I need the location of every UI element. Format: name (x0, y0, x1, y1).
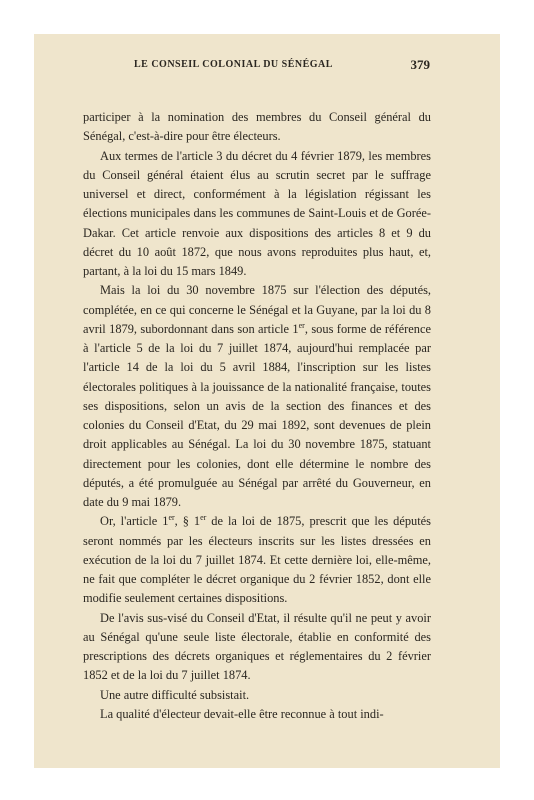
paragraph-4 (83, 512, 431, 608)
paragraph-6: Une autre difficulté subsistait. (100, 687, 250, 702)
body-text (83, 108, 431, 724)
paragraph-2: Aux termes de l'article 3 du décret du 4 février 1879, les membres du Conseil général étaient élus au scrutin secret par le suffrage universel et direct, conformément à la législation régissant les élections municipales dans les communes de Saint-Louis et de Gorée-Dakar. Cet article renvoie aux dispositions des articles 8 et 9 du décret du 10 août 1872, que nous avons reproduites plus haut, et, partant, à la loi du 15 mars 1849. (83, 148, 431, 278)
ordinal-superscript: er (298, 320, 305, 330)
paragraph-4-part-2: , § 1 (174, 514, 201, 529)
paragraph-3-part-2: , sous forme de référence à l'article 5 de la loi du 7 juillet 1874, aujourd'hui remplacée par l'article 14 de la loi du 5 avril 1884, l'inscription sur les listes électorales politiques à la jouissance de la nationalité française, toutes ses dispositions, selon un avis de la section des finances et des colonies du Conseil d'Etat, du 29 mai 1892, sont devenues de plein droit applicables au Sénégal. La loi du 30 novembre 1875, statuant directement pour les colonies, dont elle détermine le nombre des députés, a été promulguée au Sénégal par arrêté du Gouverneur, en date du 9 mai 1879. (83, 321, 431, 509)
running-title: LE CONSEIL COLONIAL DU SÉNÉGAL (134, 59, 333, 70)
running-header (50, 56, 430, 74)
paragraph-3-part-1: Mais la loi du 30 novembre 1875 sur l'élection des députés, complétée, en ce qui concerne le Sénégal et la Guyane, par la loi du 8 avril 1879, subordonnant dans son article 1 (83, 283, 431, 336)
ordinal-superscript: er (200, 513, 207, 523)
paragraph-1: participer à la nomination des membres du Conseil général du Sénégal, c'est-à-dire pour être électeurs. (83, 110, 431, 144)
ordinal-superscript: er (168, 513, 175, 523)
paragraph-4-part-3: de la loi de 1875, prescrit que les députés seront nommés par les électeurs inscrits sur les listes dressées en exécution de la loi du 7 juillet 1874. Et cette dernière loi, elle-même, ne fait que compléter le décret organique du 2 février 1852, dont elle modifie seulement certaines dispositions. (83, 514, 432, 606)
page-number: 379 (410, 57, 430, 72)
paragraph-4-part-1: Or, l'article 1 (100, 514, 169, 529)
paragraph-5: De l'avis sus-visé du Conseil d'Etat, il résulte qu'il ne peut y avoir au Sénégal qu'une seule liste électorale, établie en conformité des prescriptions des décrets organiques et réglementaires du 2 février 1852 et de la loi du 7 juillet 1874. (83, 610, 431, 683)
paragraph-3 (83, 281, 431, 512)
paragraph-7: La qualité d'électeur devait-elle être reconnue à tout indi- (100, 706, 384, 721)
